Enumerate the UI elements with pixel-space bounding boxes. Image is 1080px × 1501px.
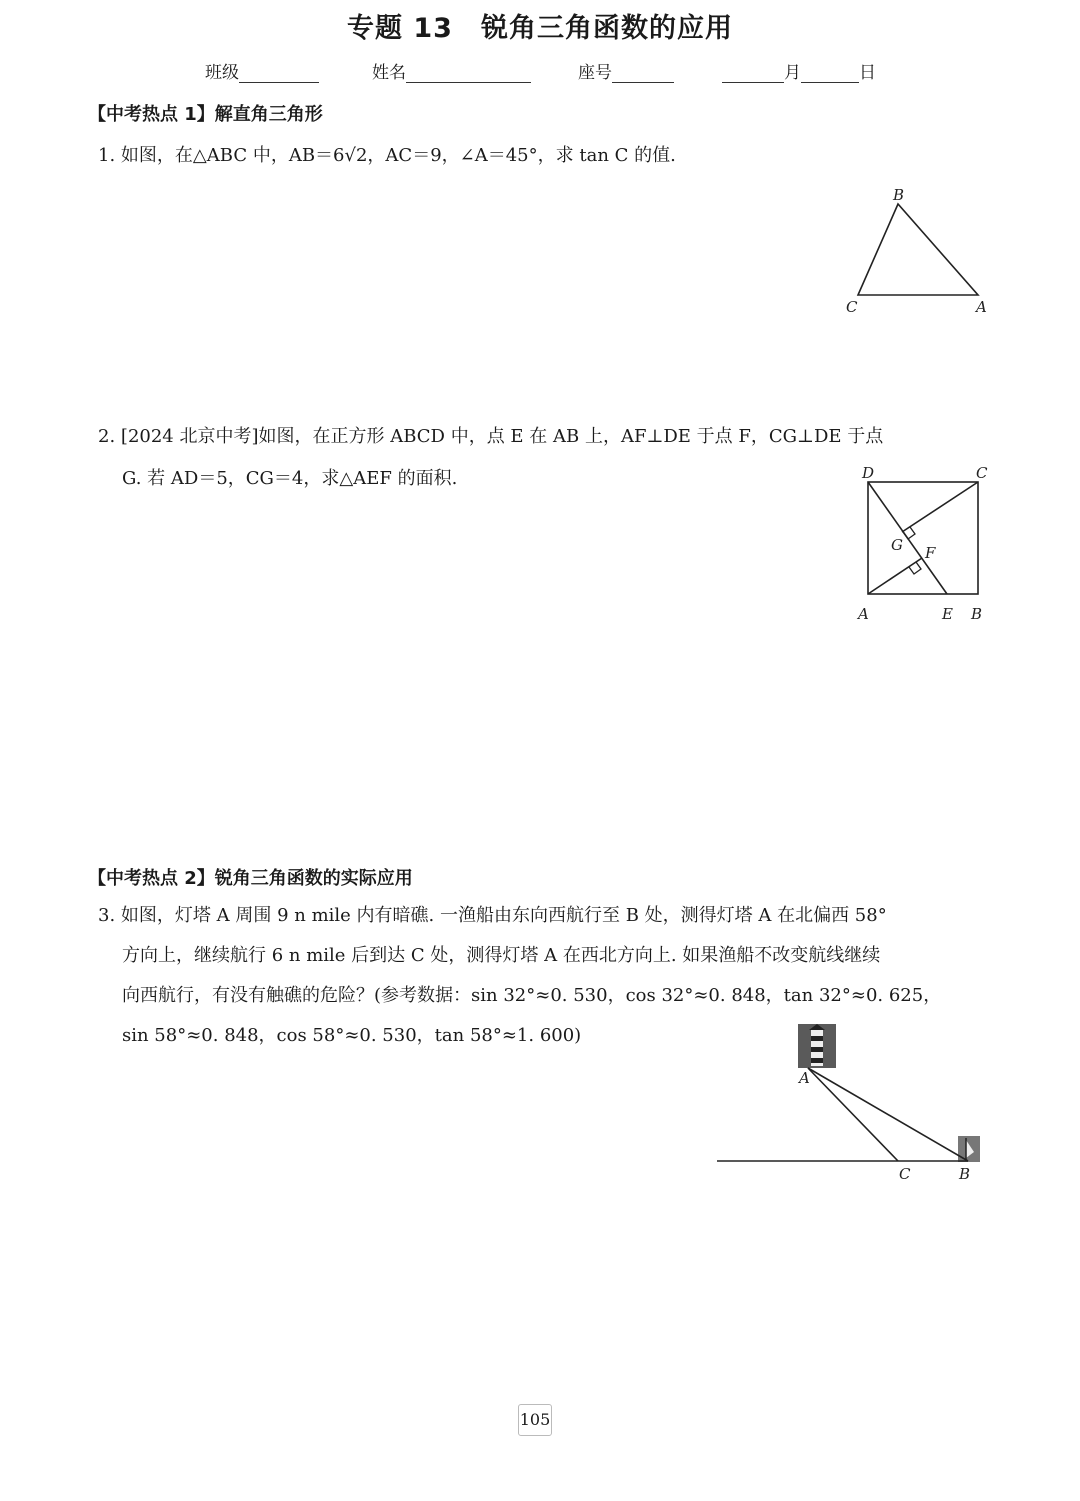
class-label: 班级 xyxy=(205,63,239,83)
seat-field xyxy=(578,58,674,83)
section-2-title: 【中考热点 2】锐角三角函数的实际应用 xyxy=(88,868,413,889)
question-2-number: 2. xyxy=(98,426,116,447)
square-abcd xyxy=(868,482,978,594)
lighthouse-icon xyxy=(798,1024,836,1068)
month-label: 月 xyxy=(784,63,801,83)
page-number: 105 xyxy=(518,1404,552,1436)
question-3-number: 3. xyxy=(98,905,116,926)
label-a: A xyxy=(858,605,869,623)
label-e: E xyxy=(942,605,953,623)
question-3 xyxy=(98,896,887,936)
day-blank[interactable] xyxy=(801,64,859,83)
class-field xyxy=(205,58,319,83)
segment-af xyxy=(868,558,922,594)
question-2 xyxy=(98,417,883,457)
month-blank[interactable] xyxy=(722,64,784,83)
label-c: C xyxy=(976,464,988,482)
day-label: 日 xyxy=(859,63,876,83)
label-c: C xyxy=(899,1165,911,1183)
name-field xyxy=(372,58,531,83)
ship-icon xyxy=(958,1136,980,1162)
seat-blank[interactable] xyxy=(612,64,674,83)
label-b: B xyxy=(959,1165,971,1183)
label-g: G xyxy=(891,536,903,554)
question-2-line1: [2024 北京中考]如图，在正方形 ABCD 中，点 E 在 AB 上，AF⊥DE 于点 F，CG⊥DE 于点 xyxy=(120,426,884,447)
label-d: D xyxy=(862,464,875,482)
question-3-line1: 如图，灯塔 A 周围 9 n mile 内有暗礁. 一渔船由东向西航行至 B 处，测得灯塔 A 在北偏西 58° xyxy=(120,905,887,926)
page-title: 专题 13 锐角三角函数的应用 xyxy=(347,13,733,44)
question-1-text: 如图，在△ABC 中，AB＝6√2，AC＝9，∠A＝45°，求 tan C 的值. xyxy=(120,145,676,166)
label-a: A xyxy=(976,298,987,316)
segment-cg xyxy=(902,482,978,532)
question-2-line2: G. 若 AD＝5，CG＝4，求△AEF 的面积. xyxy=(122,468,458,489)
segment-ac xyxy=(808,1068,898,1161)
question-3-line4: sin 58°≈0. 848，cos 58°≈0. 530，tan 58°≈1. 600) xyxy=(122,1025,582,1046)
date-field xyxy=(722,58,876,83)
label-a: A xyxy=(799,1069,810,1087)
class-blank[interactable] xyxy=(239,64,319,83)
section-1-title: 【中考热点 1】解直角三角形 xyxy=(88,104,323,125)
question-1-number: 1. xyxy=(98,145,116,166)
question-3-line3: 向西航行，有没有触礁的危险？(参考数据：sin 32°≈0. 530，cos 32°≈0. 848，tan 32°≈0. 625， xyxy=(122,985,942,1006)
triangle-abc-figure xyxy=(835,180,1005,320)
name-label: 姓名 xyxy=(372,63,406,83)
question-1 xyxy=(98,136,676,176)
label-c: C xyxy=(846,298,858,316)
label-f: F xyxy=(925,544,936,562)
triangle-abc xyxy=(858,204,978,295)
segment-ab xyxy=(808,1068,968,1161)
question-3-line2: 方向上，继续航行 6 n mile 后到达 C 处，测得灯塔 A 在西北方向上. 如果渔船不改变航线继续 xyxy=(122,945,881,966)
right-angle-mark-f xyxy=(909,562,921,574)
square-abcd-figure xyxy=(850,462,1000,628)
label-b: B xyxy=(971,605,983,623)
lighthouse-figure xyxy=(710,1020,1000,1190)
seat-label: 座号 xyxy=(578,63,612,83)
label-b: B xyxy=(893,186,905,204)
name-blank[interactable] xyxy=(406,64,531,83)
